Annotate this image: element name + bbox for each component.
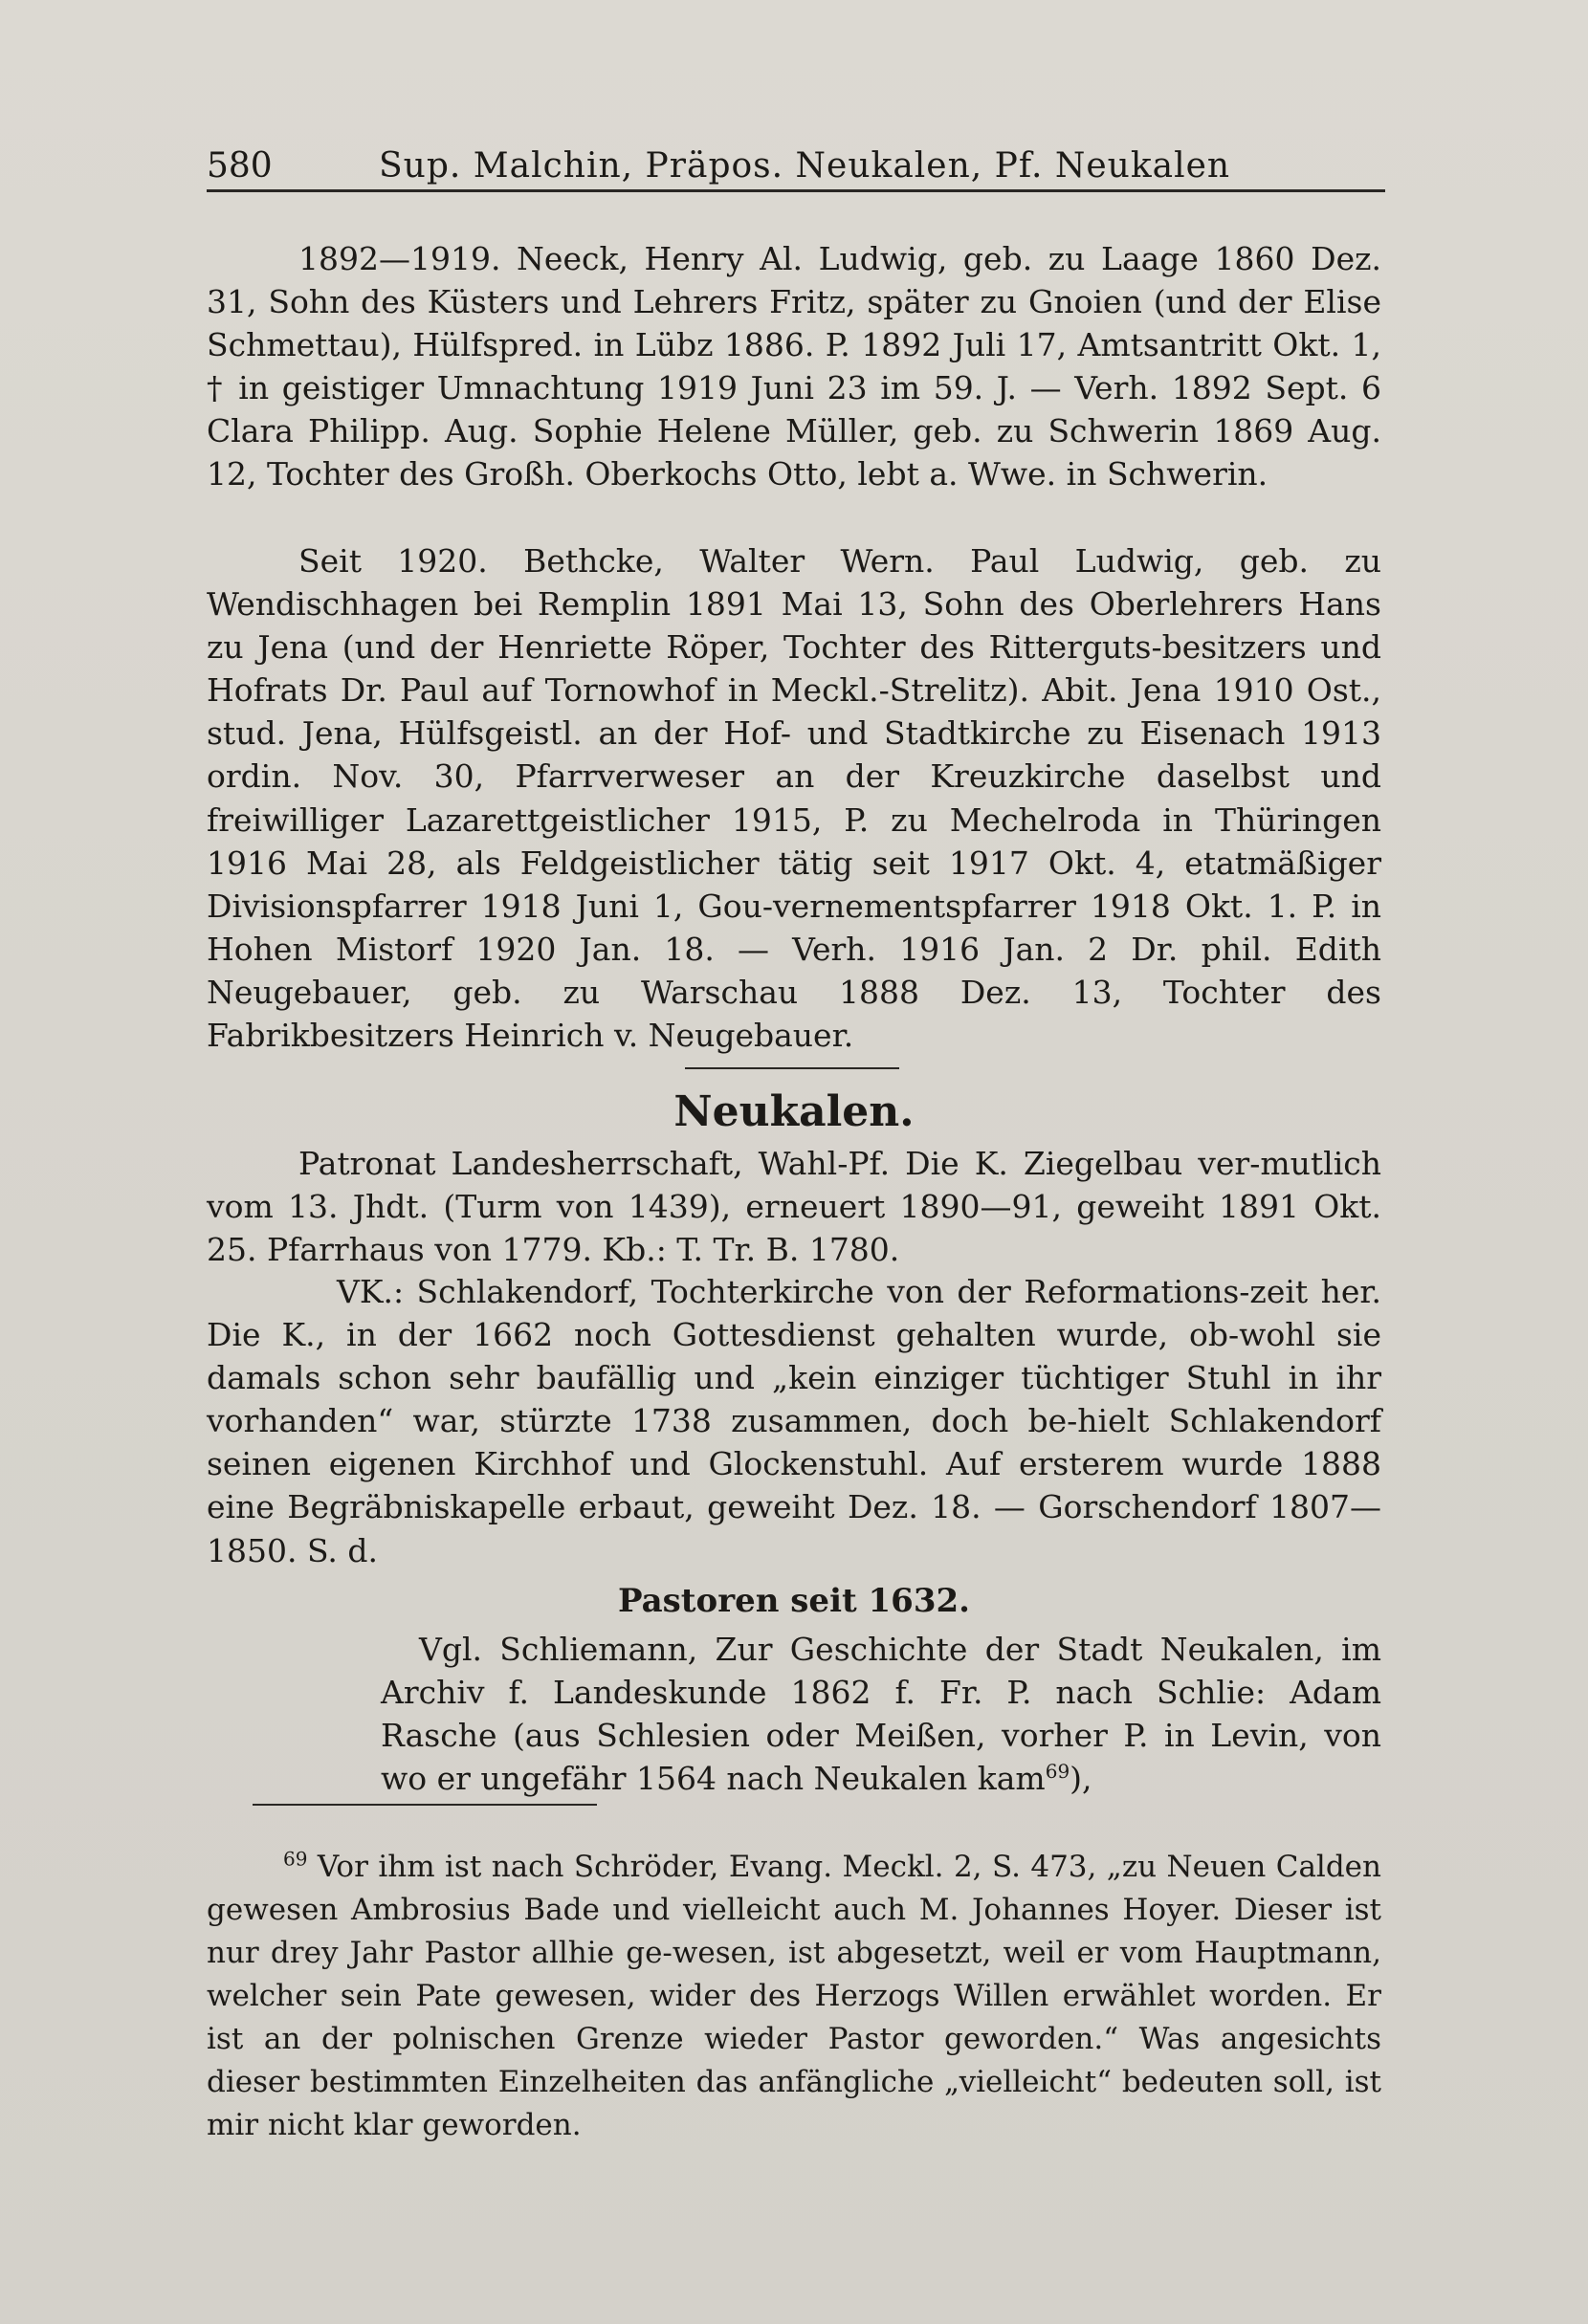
section-title: Neukalen.: [673, 1087, 915, 1136]
footnote: [207, 1846, 1381, 2147]
running-header: [207, 143, 1383, 189]
section-divider: [685, 1067, 899, 1069]
footnote-number: 69: [283, 1847, 308, 1871]
page-number: 580: [207, 146, 273, 186]
vk-paragraph: VK.: Schlakendorf, Tochterkirche von der Reformations-zeit her. Die K., in der 1662 noch Gottesdienst gehalten wurde, ob-wohl sie damals schon sehr baufällig und „kein einziger tüchtiger Stuhl in ihr vorhanden“ war, stürzte 1738 zusammen, doch be-hielt Schlakendorf seinen eigenen Kirchhof und Glockenstuhl. Auf ersterem wurde 1888 eine Begräbniskapelle erbaut, geweiht Dez. 18. — Gorschendorf 1807—1850. S. d.: [207, 1273, 1381, 1569]
pastors-text: Vgl. Schliemann, Zur Geschichte der Stadt Neukalen, im Archiv f. Landeskunde 1862 f. Fr. P. nach Schlie: Adam Rasche (aus Schlesien oder Meißen, vorher P. in Levin, von wo er ungefähr 1564 nach Neukalen kam: [381, 1631, 1381, 1798]
pastors-paragraph: [381, 1628, 1381, 1800]
footnote-reference: 69: [1045, 1760, 1070, 1784]
pastors-text-end: ),: [1070, 1760, 1092, 1798]
patronat-paragraph: Patronat Landesherrschaft, Wahl-Pf. Die K. Ziegelbau ver-mutlich vom 13. Jhdt. (Turm von 1439), erneuert 1890—91, geweiht 1891 Okt. 25. Pfarrhaus von 1779. Kb.: T. Tr. B. 1780.: [207, 1145, 1381, 1269]
header-title: Sup. Malchin, Präpos. Neukalen, Pf. Neukalen: [379, 146, 1231, 186]
footnote-rule: [253, 1804, 597, 1806]
footnote-text: Vor ihm ist nach Schröder, Evang. Meckl. 2, S. 473, „zu Neuen Calden gewesen Ambrosius Bade und vielleicht auch M. Johannes Hoyer. Dieser ist nur drey Jahr Pastor allhie ge-wesen, ist abgesetzt, weil er vom Hauptmann, welcher sein Pate gewesen, wider des Herzogs Willen erwählet worden. Er ist an der polnischen Grenze wieder Pastor geworden.“ Was angesichts dieser bestimmten Einzelheiten das anfängliche „vielleicht“ bedeuten soll, ist mir nicht klar geworden.: [207, 1850, 1381, 2142]
header-rule: [207, 189, 1385, 192]
pastor-entry-bethcke: Seit 1920. Bethcke, Walter Wern. Paul Ludwig, geb. zu Wendischhagen bei Remplin 1891 Mai 13, Sohn des Oberlehrers Hans zu Jena (und der Henriette Röper, Tochter des Ritterguts-besitzers und Hofrats Dr. Paul auf Tornowhof in Meckl.-Strelitz). Abit. Jena 1910 Ost., stud. Jena, Hülfsgeistl. an der Hof- und Stadtkirche zu Eisenach 1913 ordin. Nov. 30, Pfarrverweser an der Kreuzkirche daselbst und freiwilliger Lazarettgeistlicher 1915, P. zu Mechelroda in Thüringen 1916 Mai 28, als Feldgeistlicher tätig seit 1917 Okt. 4, etatmäßiger Divisionspfarrer 1918 Juni 1, Gou-vernementspfarrer 1918 Okt. 1. P. in Hohen Mistorf 1920 Jan. 18. — Verh. 1916 Jan. 2 Dr. phil. Edith Neugebauer, geb. zu Warschau 1888 Dez. 13, Tochter des Fabrikbesitzers Heinrich v. Neugebauer.: [207, 542, 1381, 1055]
pastor-entry-neeck: 1892—1919. Neeck, Henry Al. Ludwig, geb. zu Laage 1860 Dez. 31, Sohn des Küsters und Lehrers Fritz, später zu Gnoien (und der Elise Schmettau), Hülfspred. in Lübz 1886. P. 1892 Juli 17, Amtsantritt Okt. 1, † in geistiger Umnachtung 1919 Juni 23 im 59. J. — Verh. 1892 Sept. 6 Clara Philipp. Aug. Sophie Helene Müller, geb. zu Schwerin 1869 Aug. 12, Tochter des Großh. Oberkochs Otto, lebt a. Wwe. in Schwerin.: [207, 240, 1381, 493]
pastors-subtitle: Pastoren seit 1632.: [617, 1582, 970, 1620]
